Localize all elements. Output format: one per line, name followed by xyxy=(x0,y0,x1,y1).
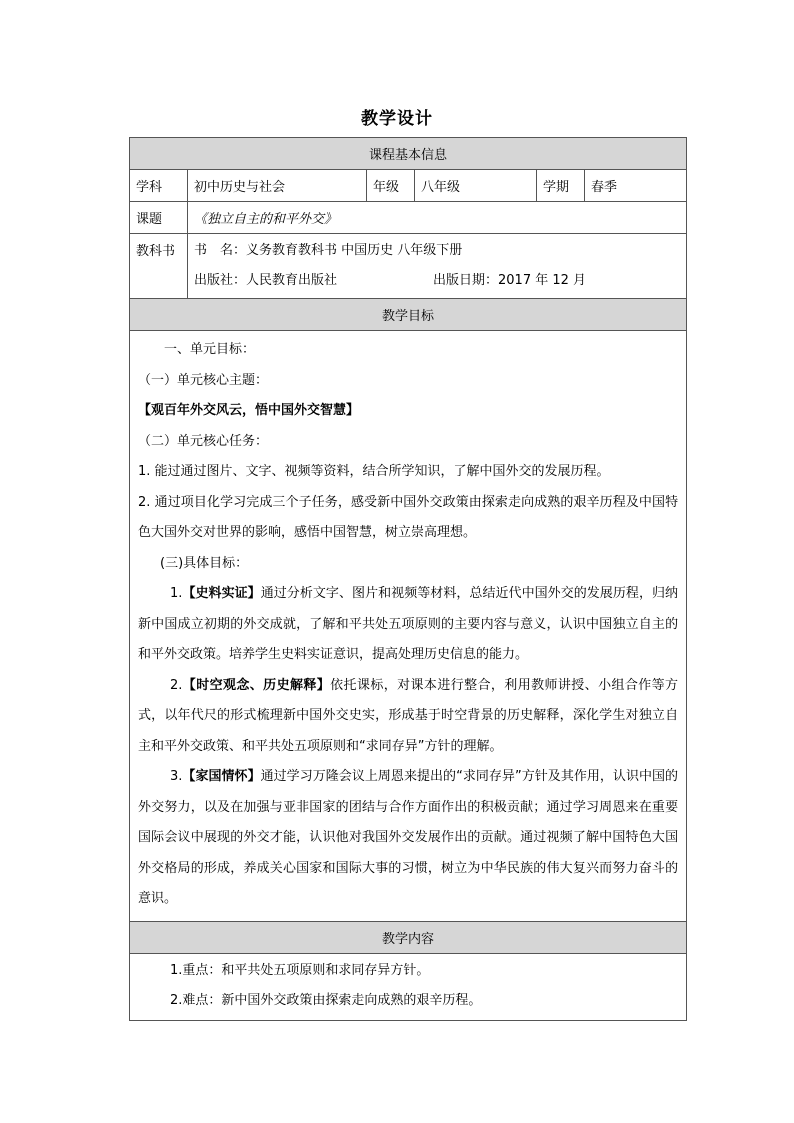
term-label: 学期 xyxy=(537,170,585,202)
subject-label: 学科 xyxy=(130,170,188,202)
goal-1-number: 1. xyxy=(170,586,183,601)
goal-2-tag: 【时空观念、历史解释】 xyxy=(182,677,331,693)
textbook-info xyxy=(188,234,687,299)
publish-date: 出版日期：2017 年 12 月 xyxy=(433,273,587,288)
content-header: 教学内容 xyxy=(130,921,687,953)
goal-1-text: 通过分析文字、图片和视频等材料，总结近代中国外交的发展历程，归纳新中国成立初期的外交成就，了解和平共处五项原则的主要内容与意义，认识中国独立自主的和平外交政策。培养学生史料实证意识，提高处理历史信息的能力。 xyxy=(138,586,679,662)
grade-label: 年级 xyxy=(367,170,415,202)
task-1: 1. 能过通过图片、文字、视频等资料，结合所学知识，了解中国外交的发展历程。 xyxy=(138,464,610,479)
difficulty: 2.难点：新中国外交政策由探索走向成熟的艰辛历程。 xyxy=(170,992,482,1008)
objectives-header: 教学目标 xyxy=(130,299,687,331)
specific-label: (三)具体目标： xyxy=(160,555,249,571)
core-theme xyxy=(138,396,678,427)
content-row xyxy=(130,953,687,1020)
goal-3-text: 通过学习万隆会议上周恩来提出的“求同存异”方针及其作用，认识中国的外交努力，以及在加强与亚非国家的团结与合作方面作出的积极贡献；通过学习周恩来在重要国际会议中展现的外交才能，认识他对我国外交发展作出的贡献。通过视频了解中国特色大国外交格局的形成，养成关心国家和国际大事的习惯，树立为中华民族的伟大复兴而努力奋斗的意识。 xyxy=(138,769,679,906)
term-value: 春季 xyxy=(585,170,687,202)
goal-3 xyxy=(138,762,678,915)
page-title: 教学设计 xyxy=(361,109,433,129)
basic-info-header: 课程基本信息 xyxy=(130,138,687,170)
goal-2-text: 依托课标，对课本进行整合，利用教师讲授、小组合作等方式，以年代尺的形式梳理新中国外交史实，形成基于时空背景的历史解释，深化学生对独立自主和平外交政策、和平共处五项原则和“求同存异”方针的理解。 xyxy=(138,677,679,754)
subject-value: 初中历史与社会 xyxy=(188,170,367,202)
content-body xyxy=(130,953,687,1020)
goal-3-tag: 【家国情怀】 xyxy=(182,769,261,784)
book-name: 书 名：义务教育教科书 中国历史 八年级下册 xyxy=(194,243,463,258)
publish-line xyxy=(194,266,680,296)
publisher: 出版社：人民教育出版社 xyxy=(194,273,338,288)
core-theme-text: 【观百年外交风云，悟中国外交智慧】 xyxy=(138,403,360,418)
topic-row xyxy=(130,202,687,234)
core-theme-label: （一）单元核心主题： xyxy=(138,372,269,388)
goal-1-tag: 【史料实证】 xyxy=(182,586,261,601)
topic-label: 课题 xyxy=(130,202,188,234)
info-row xyxy=(130,170,687,202)
goal-2-number: 2. xyxy=(170,677,183,693)
textbook-row xyxy=(130,234,687,299)
lesson-plan-table xyxy=(129,137,687,1021)
objectives-row xyxy=(130,331,687,922)
key-point: 1.重点：和平共处五项原则和求同存异方针。 xyxy=(170,962,430,978)
goal-2 xyxy=(138,671,678,763)
textbook-label: 教科书 xyxy=(130,234,188,299)
grade-value: 八年级 xyxy=(415,170,537,202)
goal-1 xyxy=(138,579,678,671)
unit-goal: 一、单元目标： xyxy=(164,342,256,357)
goal-3-number: 3. xyxy=(170,769,183,784)
task-2: 2. 通过项目化学习完成三个子任务，感受新中国外交政策由探索走向成熟的艰辛历程及中国特色大国外交对世界的影响，感悟中国智慧，树立崇高理想。 xyxy=(138,494,679,540)
topic-value: 《独立自主的和平外交》 xyxy=(188,202,687,234)
core-task-label: （二）单元核心任务： xyxy=(138,433,269,449)
objectives-body xyxy=(130,331,687,922)
